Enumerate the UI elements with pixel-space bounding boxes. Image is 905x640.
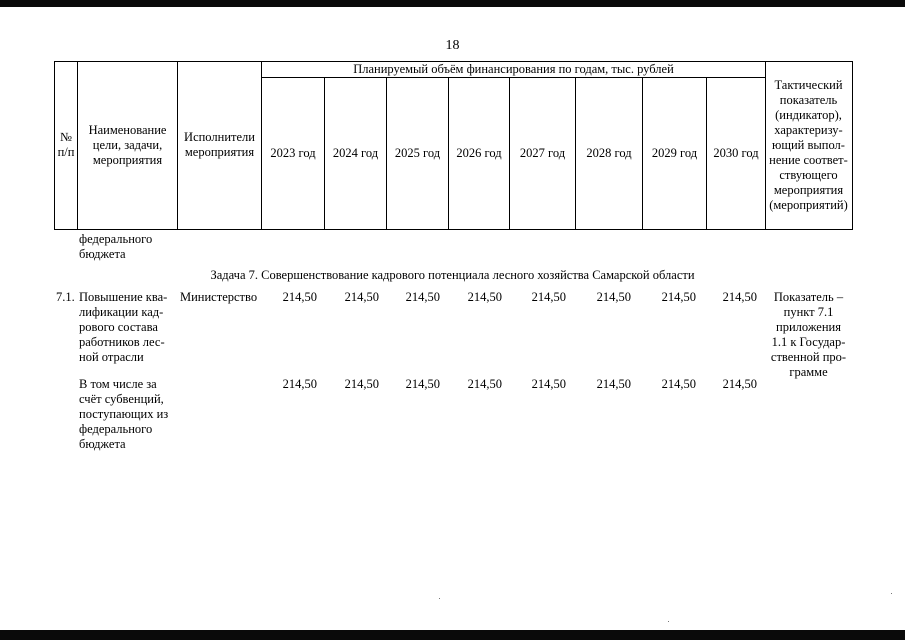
header-year-2030: 2030 год bbox=[713, 145, 759, 160]
row-name-line: рового состава bbox=[79, 320, 158, 334]
header-num: № п/п bbox=[57, 130, 75, 159]
row-indicator-line: Показатель – bbox=[773, 290, 844, 304]
row-name-line: бюджета bbox=[79, 437, 126, 451]
header-year-2028: 2028 год bbox=[586, 145, 632, 160]
page-number: 18 bbox=[445, 38, 460, 53]
row-name-line: федерального bbox=[79, 422, 153, 436]
row-value-2026: 214,50 bbox=[467, 290, 502, 304]
row-value-2025: 214,50 bbox=[405, 290, 440, 304]
row-value-2028: 214,50 bbox=[596, 290, 631, 304]
row-name-line: поступающих из bbox=[79, 407, 169, 421]
row-value-2029: 214,50 bbox=[661, 377, 696, 391]
row-name-line: ной отрасли bbox=[79, 350, 144, 364]
row-name-line: счёт субвенций, bbox=[79, 392, 164, 406]
scan-bottom-border bbox=[0, 630, 905, 640]
row-executor: Министерство bbox=[180, 290, 258, 304]
row-value-2025: 214,50 bbox=[405, 377, 440, 391]
row-name-line: лификации кад- bbox=[79, 305, 164, 319]
row-value-2030: 214,50 bbox=[722, 377, 757, 391]
row-value-2023: 214,50 bbox=[282, 377, 317, 391]
header-year-2024: 2024 год bbox=[332, 145, 379, 160]
row-value-2024: 214,50 bbox=[344, 290, 379, 304]
header-year-2025: 2025 год bbox=[394, 145, 441, 160]
row-indicator-line: приложения bbox=[776, 320, 841, 334]
row-indicator-line: ственной про- bbox=[770, 350, 847, 364]
header-year-2027: 2027 год bbox=[519, 145, 566, 160]
row-name-line: В том числе за bbox=[79, 377, 157, 391]
row-value-2023: 214,50 bbox=[282, 290, 317, 304]
row-value-2027: 214,50 bbox=[531, 377, 566, 391]
row-value-2029: 214,50 bbox=[661, 290, 696, 304]
header-year-2023: 2023 год bbox=[270, 145, 316, 160]
scan-top-border bbox=[0, 0, 905, 7]
header-executor: Исполнители мероприятия bbox=[184, 130, 255, 159]
header-funding-title: Планируемый объём финансирования по годам, тыс. рублей bbox=[353, 62, 674, 76]
scan-speck bbox=[668, 621, 669, 622]
carryover-line-2: бюджета bbox=[79, 247, 126, 261]
header-year-2029: 2029 год bbox=[651, 145, 698, 160]
header-indicator: Тактический показатель (индикатор), характеризу- ющий выпол- нение соответ- ствующего мероприятия (мероприятий) bbox=[769, 77, 848, 212]
header-name: Наименование цели, задачи, мероприятия bbox=[88, 122, 167, 167]
carryover-line-1: федерального bbox=[79, 232, 153, 246]
row-value-2028: 214,50 bbox=[596, 377, 631, 391]
header-year-2026: 2026 год bbox=[456, 145, 502, 160]
row-name-line: работников лес- bbox=[79, 335, 165, 349]
row-value-2026: 214,50 bbox=[467, 377, 502, 391]
row-indicator-line: грамме bbox=[789, 365, 828, 379]
row-indicator-line: пункт 7.1 bbox=[783, 305, 834, 319]
row-indicator-line: 1.1 к Государ- bbox=[771, 335, 846, 349]
row-value-2027: 214,50 bbox=[531, 290, 566, 304]
row-name-line: Повышение ква- bbox=[79, 290, 168, 304]
row-value-2030: 214,50 bbox=[722, 290, 757, 304]
row-number: 7.1. bbox=[56, 290, 75, 304]
scan-speck bbox=[439, 598, 440, 599]
row-value-2024: 214,50 bbox=[344, 377, 379, 391]
task-title: Задача 7. Совершенствование кадрового потенциала лесного хозяйства Самарской области bbox=[210, 268, 695, 282]
scan-speck bbox=[891, 593, 892, 594]
